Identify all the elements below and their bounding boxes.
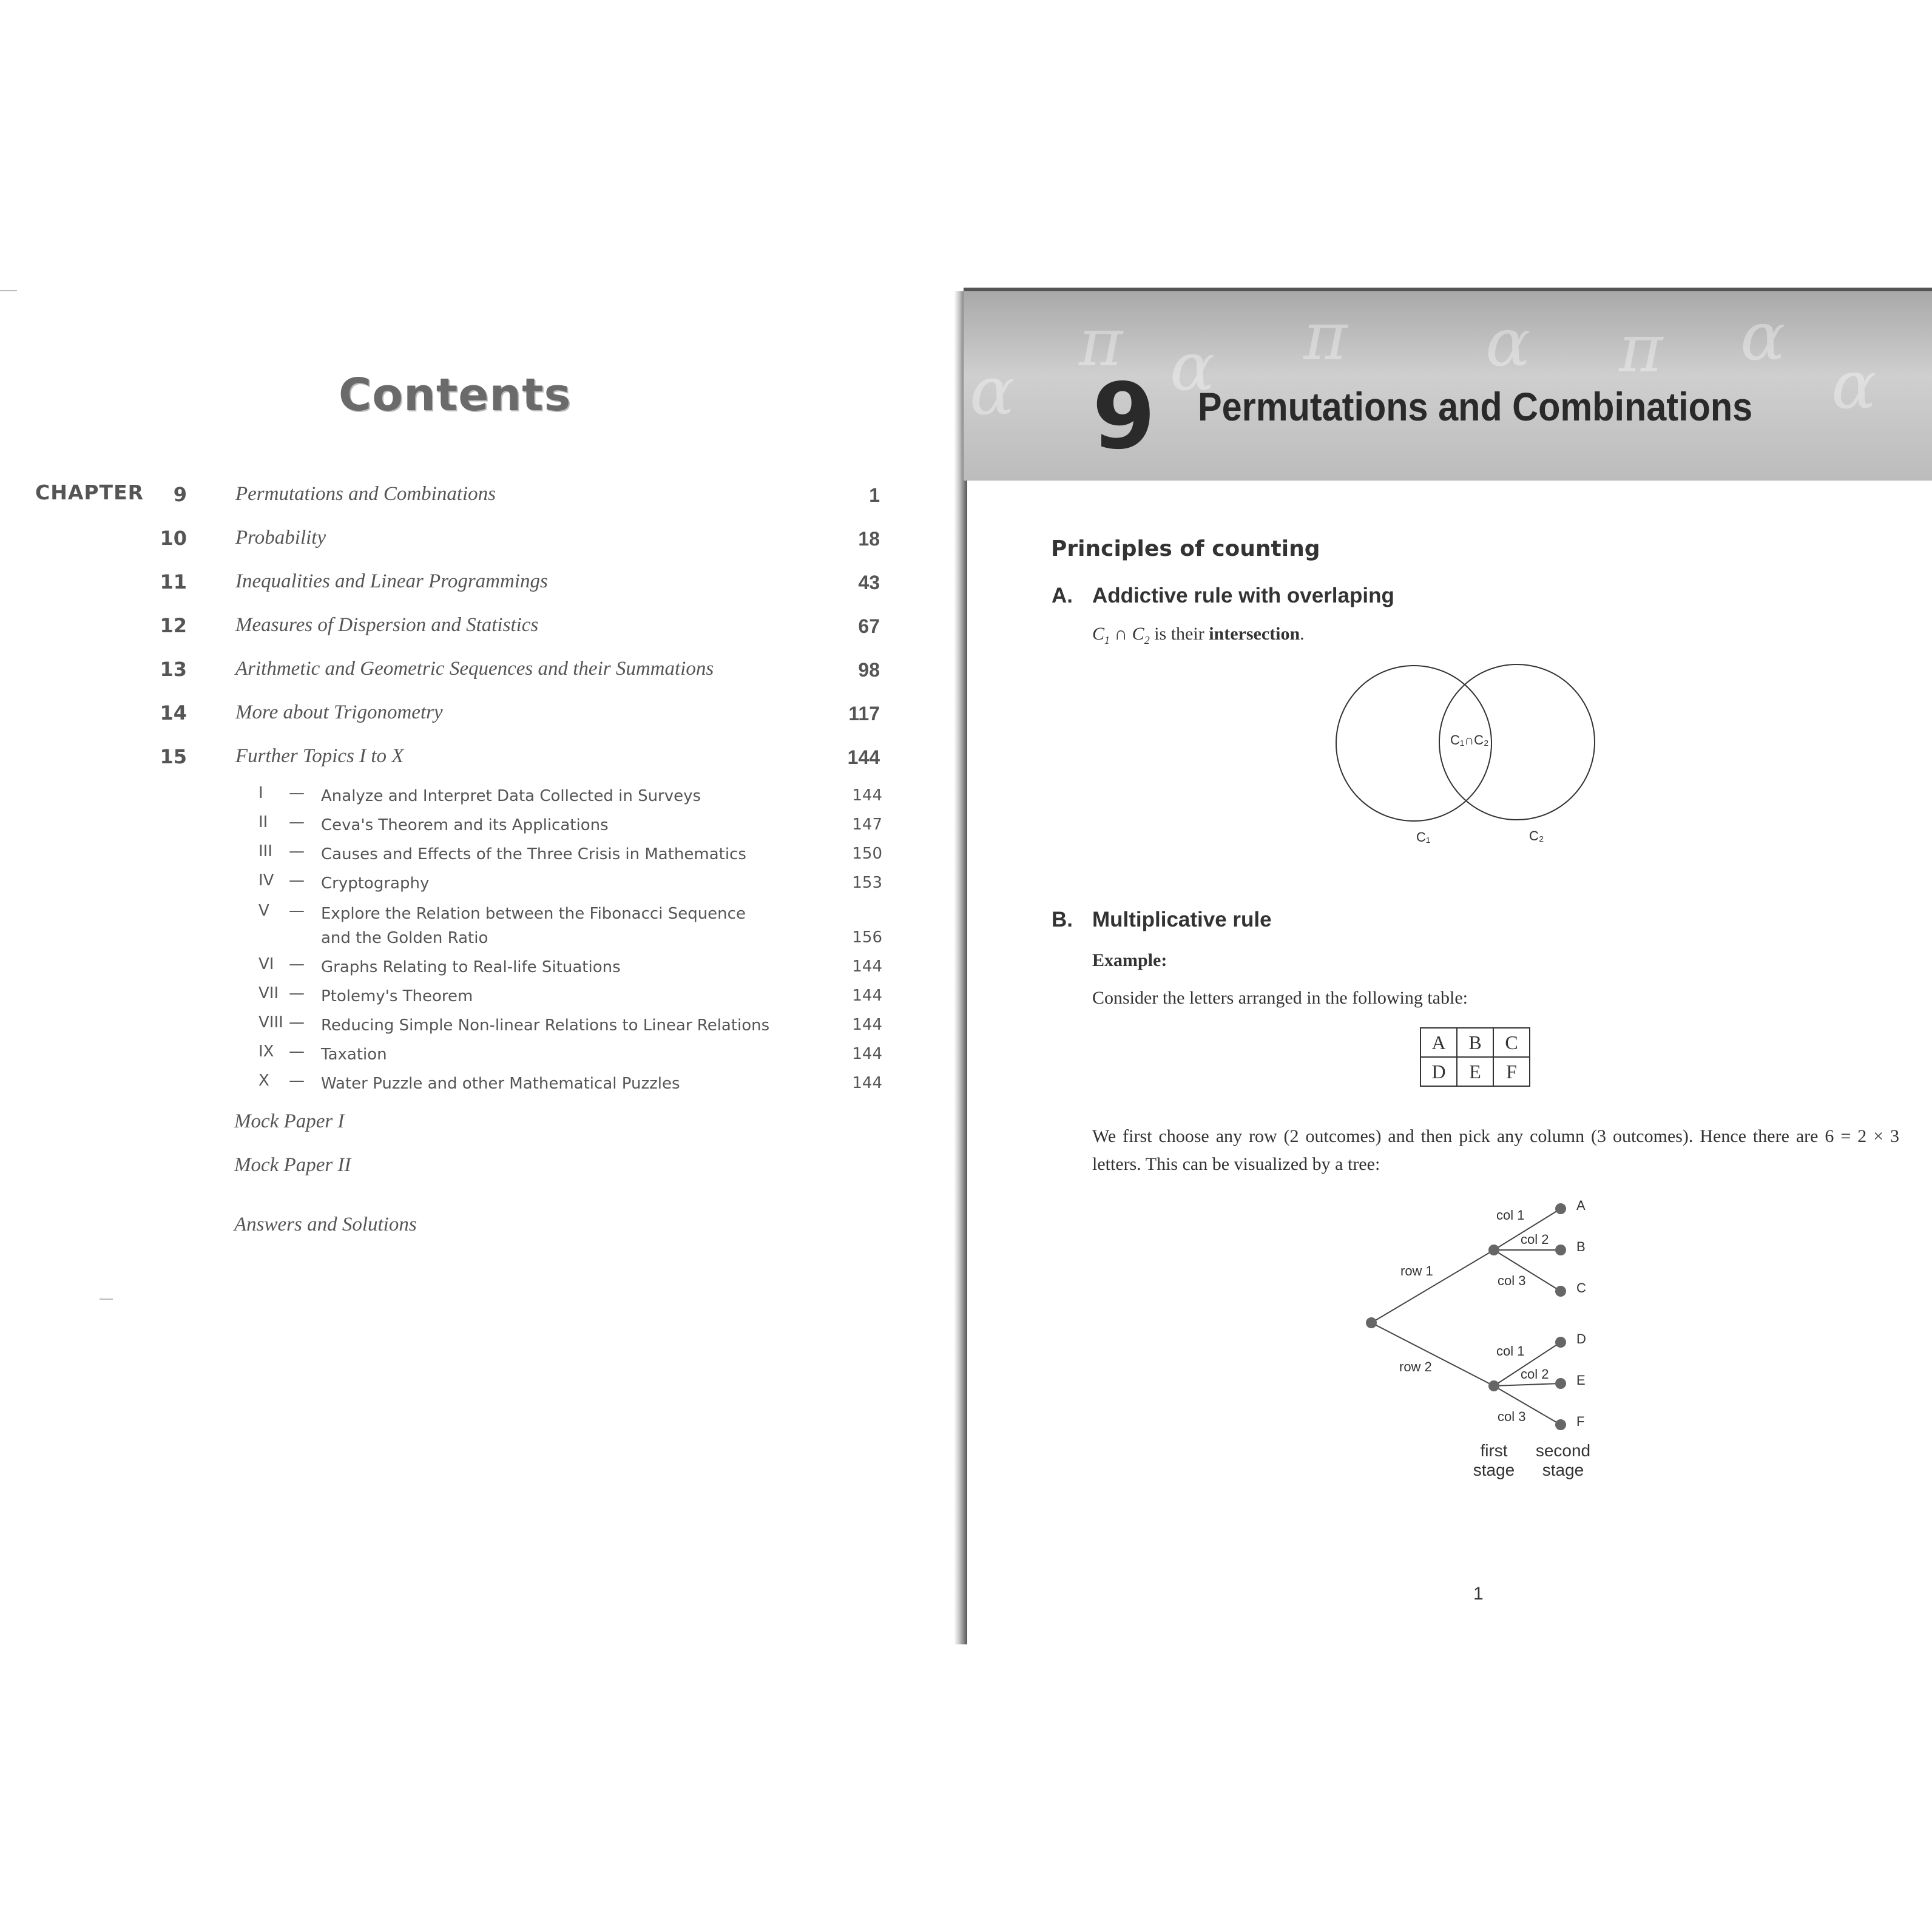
paragraph-line-1: We first choose any row (2 outcomes) and then pick any column (3 outcomes). Hence there are 6 = 2 × 3	[1092, 1126, 1899, 1146]
chapter-title: Arithmetic and Geometric Sequences and their Summations	[235, 658, 714, 680]
subtopic-numeral: VI	[258, 955, 274, 973]
subtopic-dash: —	[289, 955, 305, 973]
tree-edge	[1371, 1323, 1494, 1386]
toc-chapter-row[interactable]	[0, 745, 892, 775]
tree-col-label: col 2	[1521, 1232, 1549, 1247]
tree-node	[1488, 1245, 1499, 1255]
watermark-glyph: α	[1831, 346, 1877, 424]
subtopic-page: 153	[852, 874, 882, 892]
subtopic-page: 144	[852, 786, 882, 805]
subtopic-dash: —	[289, 1042, 305, 1061]
table-cell: C	[1493, 1028, 1530, 1057]
venn-intersection-label: C₁∩C₂	[1450, 732, 1489, 748]
table-intro: Consider the letters arranged in the following table:	[1092, 988, 1468, 1008]
subtopic-page: 144	[852, 987, 882, 1005]
subtopic-title: Water Puzzle and other Mathematical Puzzles	[321, 1075, 680, 1093]
part-b-label: B.	[1052, 908, 1073, 931]
table-cell: F	[1493, 1057, 1530, 1086]
toc-chapter-row[interactable]	[0, 701, 892, 732]
subtopic-numeral: III	[258, 842, 273, 860]
tree-leaf-label: E	[1576, 1373, 1586, 1388]
toc-mock-paper-2[interactable]: Mock Paper II	[234, 1154, 351, 1176]
subtopic-numeral: V	[258, 902, 269, 920]
chapter-number: 9	[173, 483, 187, 506]
subtopic-dash: —	[289, 902, 305, 920]
subtopic-title: Taxation	[321, 1045, 387, 1064]
chapter-title: Probability	[235, 527, 326, 549]
chapter-heading: Permutations and Combinations	[1198, 384, 1753, 429]
chapter-title: Further Topics I to X	[235, 745, 404, 767]
tree-col-label: col 1	[1496, 1208, 1525, 1223]
subtopic-numeral: IX	[258, 1042, 274, 1061]
tree-leaf-node	[1555, 1337, 1566, 1348]
subtopic-dash: —	[289, 842, 305, 860]
sentence-end: .	[1300, 624, 1305, 644]
toc-mock-paper-1[interactable]: Mock Paper I	[234, 1110, 345, 1132]
chapter-number: 10	[160, 527, 187, 550]
tree-col-label: col 3	[1498, 1409, 1526, 1424]
part-a-title: Addictive rule with overlaping	[1092, 584, 1394, 607]
subtopic-title: Explore the Relation between the Fibonacci Sequence and the Golden Ratio	[321, 905, 746, 947]
subtopic-page: 144	[852, 958, 882, 976]
intersection-symbol: $C_1$ ∩ $C_2$	[1092, 624, 1150, 646]
tree-leaf-node	[1555, 1203, 1566, 1214]
stage-label-second: second	[1535, 1441, 1591, 1460]
subtopic-page: 144	[852, 1074, 882, 1092]
toc-chapter-row[interactable]	[0, 614, 892, 644]
tree-leaf-node	[1555, 1419, 1566, 1430]
subtopic-dash: —	[289, 1013, 305, 1032]
chapter-page: 43	[858, 572, 880, 593]
watermark-glyph: α	[1485, 303, 1531, 381]
tree-col-label: col 1	[1496, 1343, 1525, 1359]
chapter-number: 15	[160, 745, 187, 768]
subtopic-dash: —	[289, 984, 305, 1002]
chapter-number: 13	[160, 658, 187, 681]
tree-leaf-node	[1555, 1286, 1566, 1297]
part-a-label: A.	[1052, 584, 1073, 607]
table-cell: A	[1420, 1028, 1457, 1057]
tree-root-node	[1366, 1317, 1377, 1328]
venn-c1-label: C₁	[1416, 829, 1431, 845]
stage-label-first: stage	[1473, 1461, 1515, 1479]
subtopic-title: Analyze and Interpret Data Collected in Surveys	[321, 787, 701, 805]
subtopic-dash: —	[289, 784, 305, 802]
part-b-title: Multiplicative rule	[1092, 908, 1272, 931]
subtopic-numeral: II	[258, 813, 268, 831]
chapter-number-large: 9	[1092, 364, 1156, 470]
paragraph-line-2: letters. This can be visualized by a tree:	[1092, 1154, 1380, 1174]
tree-leaf-label: C	[1576, 1280, 1586, 1295]
venn-diagram	[1335, 658, 1614, 853]
subtopic-numeral: IV	[258, 871, 274, 890]
watermark-glyph: π	[1303, 297, 1348, 375]
chapter-title: More about Trigonometry	[235, 701, 443, 723]
subtopic-numeral: X	[258, 1072, 269, 1090]
watermark-glyph: π	[1619, 309, 1663, 387]
tree-node	[1488, 1380, 1499, 1391]
subtopic-page: 144	[852, 1045, 882, 1063]
chapter-page: 144	[847, 746, 880, 768]
sentence-text: is their	[1154, 624, 1204, 644]
tree-leaf-label: F	[1576, 1414, 1585, 1429]
chapter-number: 11	[160, 570, 187, 593]
subtopic-numeral: VIII	[258, 1013, 283, 1032]
watermark-glyph: α	[1740, 297, 1786, 375]
book-spine	[954, 291, 967, 1644]
chapter-label: CHAPTER	[35, 481, 144, 504]
page-number: 1	[1473, 1584, 1484, 1604]
tree-leaf-node	[1555, 1245, 1566, 1255]
watermark-glyph: π	[1079, 303, 1123, 381]
tree-edge	[1371, 1250, 1494, 1323]
chapter-number: 12	[160, 614, 187, 637]
subtopic-title: Reducing Simple Non-linear Relations to Linear Relations	[321, 1016, 770, 1035]
chapter-title: Inequalities and Linear Programmings	[235, 570, 548, 592]
chapter-page: 1	[869, 484, 880, 506]
subtopic-dash: —	[289, 871, 305, 890]
subtopic-page: 156	[852, 928, 882, 947]
subtopic-title: Graphs Relating to Real-life Situations	[321, 958, 621, 976]
chapter-page: 117	[848, 703, 880, 724]
scan-mark	[100, 1299, 113, 1300]
example-label: Example:	[1092, 950, 1167, 970]
subtopic-dash: —	[289, 813, 305, 831]
tree-leaf-label: B	[1576, 1239, 1586, 1254]
tree-row-label: row 1	[1400, 1263, 1433, 1278]
subtopic-page: 144	[852, 1016, 882, 1034]
sentence-bold: intersection	[1209, 624, 1300, 644]
toc-chapter-row[interactable]	[0, 483, 892, 513]
tree-edge	[1494, 1383, 1561, 1386]
tree-col-label: col 3	[1498, 1273, 1526, 1288]
stage-label-first: first	[1480, 1441, 1508, 1460]
contents-title: Contents	[339, 369, 572, 421]
chapter-page: 18	[858, 528, 880, 550]
chapter-number: 14	[160, 701, 187, 724]
toc-chapter-row[interactable]	[0, 658, 892, 688]
subtopic-numeral: I	[258, 784, 263, 802]
table-cell: E	[1457, 1057, 1493, 1086]
watermark-glyph: α	[1170, 328, 1215, 405]
toc-chapter-row[interactable]	[0, 527, 892, 557]
section-heading: Principles of counting	[1051, 536, 1320, 561]
tree-row-label: row 2	[1399, 1359, 1432, 1374]
toc-chapter-row[interactable]	[0, 570, 892, 601]
stage-label-second: stage	[1542, 1461, 1584, 1479]
tree-col-label: col 2	[1521, 1366, 1549, 1382]
subtopic-title: Causes and Effects of the Three Crisis in Mathematics	[321, 845, 746, 863]
watermark-glyph: α	[970, 352, 1015, 430]
scan-mark	[0, 290, 17, 291]
venn-c2-label: C₂	[1529, 828, 1544, 843]
chapter-title: Permutations and Combinations	[235, 483, 496, 505]
left-page	[0, 0, 947, 1932]
tree-leaf-node	[1555, 1378, 1566, 1389]
toc-answers[interactable]: Answers and Solutions	[234, 1214, 417, 1235]
subtopic-page: 150	[852, 845, 882, 863]
subtopic-title: Ptolemy's Theorem	[321, 987, 473, 1005]
table-row	[1420, 1028, 1530, 1057]
chapter-page: 98	[858, 659, 880, 681]
table-cell: B	[1457, 1028, 1493, 1057]
tree-diagram	[1353, 1189, 1608, 1493]
intersection-sentence	[1092, 624, 1305, 647]
chapter-page: 67	[858, 615, 880, 637]
tree-leaf-label: A	[1576, 1198, 1586, 1213]
letter-table	[1420, 1027, 1530, 1087]
tree-leaf-label: D	[1576, 1331, 1586, 1346]
chapter-title: Measures of Dispersion and Statistics	[235, 614, 539, 636]
subtopic-title: Ceva's Theorem and its Applications	[321, 816, 609, 834]
subtopic-dash: —	[289, 1072, 305, 1090]
subtopic-numeral: VII	[258, 984, 279, 1002]
subtopic-page: 147	[852, 816, 882, 834]
table-cell: D	[1420, 1057, 1457, 1086]
subtopic-title: Cryptography	[321, 874, 430, 893]
table-row	[1420, 1057, 1530, 1086]
